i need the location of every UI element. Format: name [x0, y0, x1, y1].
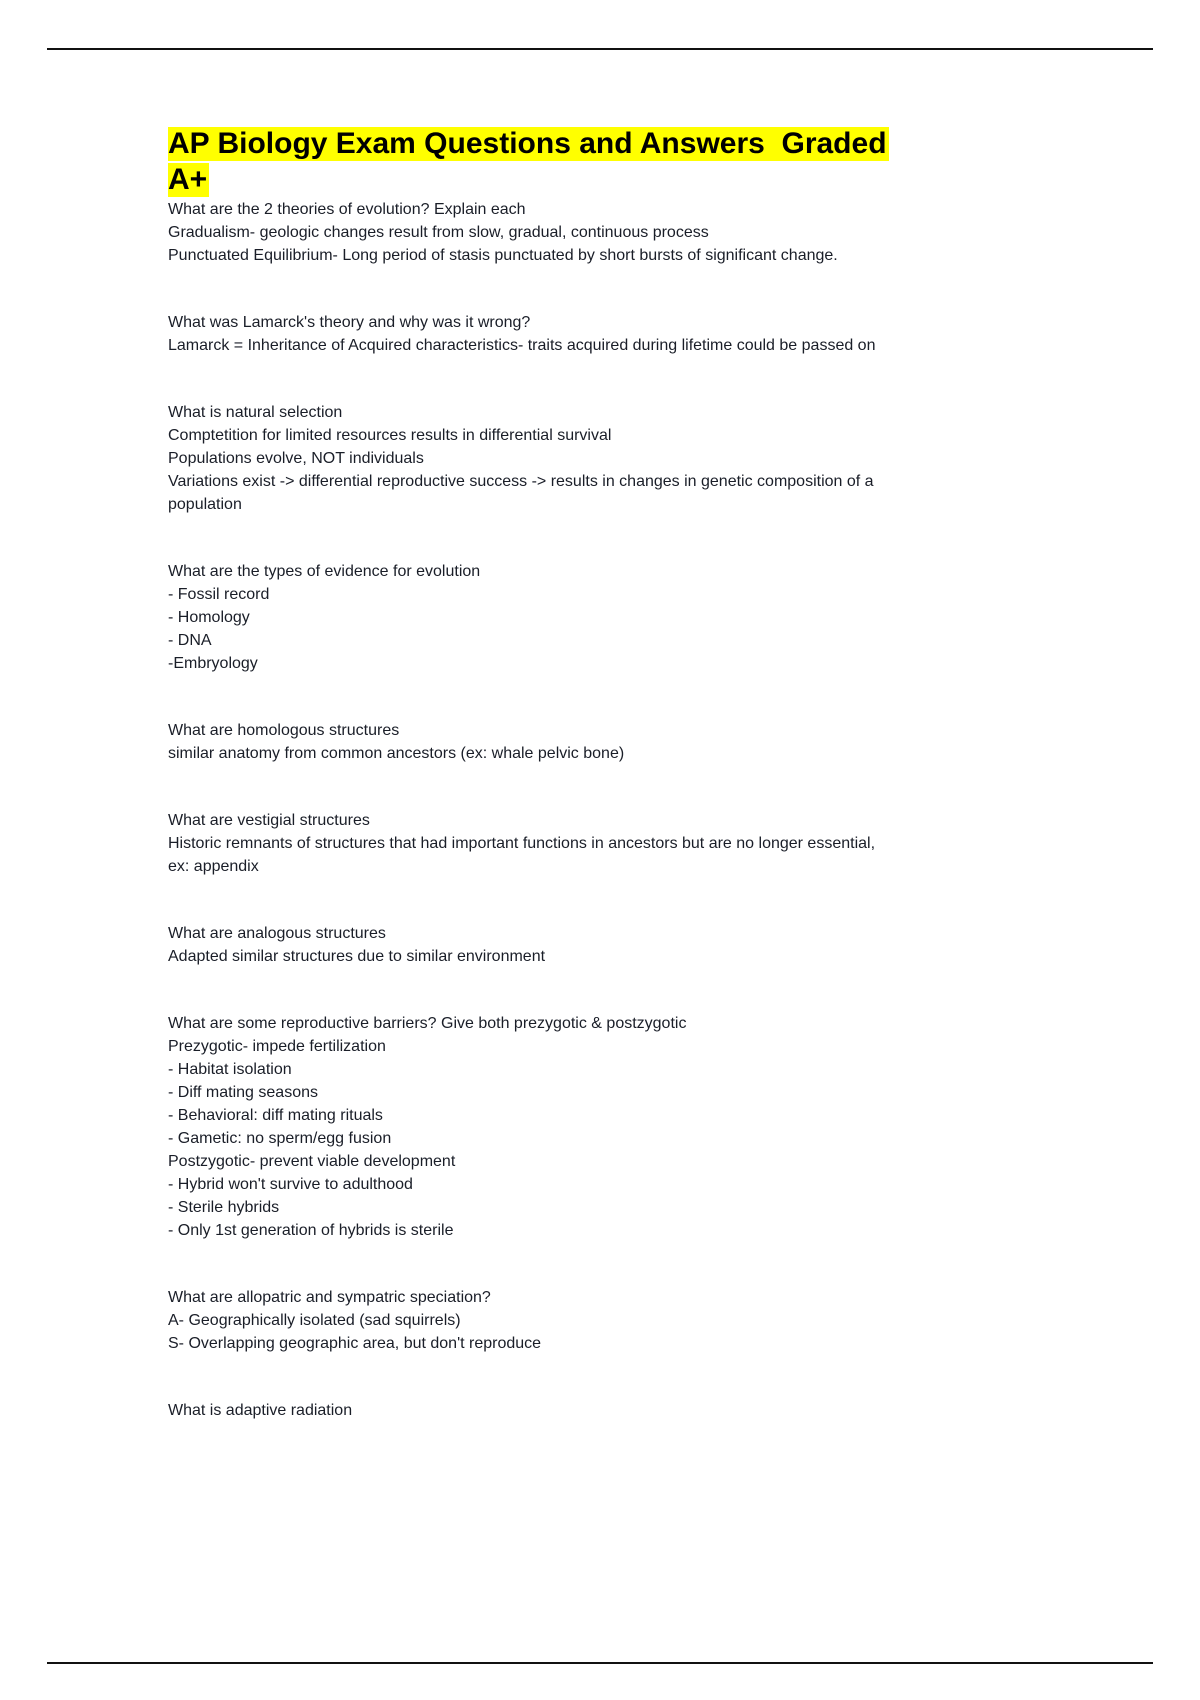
answer-line: Populations evolve, NOT individuals — [168, 450, 424, 467]
answer-line: Gradualism- geologic changes result from slow, gradual, continuous process — [168, 224, 709, 241]
question-text: What is natural selection — [168, 404, 343, 421]
title-highlight-line2: A+ — [168, 163, 208, 196]
answer-line: - Hybrid won't survive to adulthood — [168, 1176, 413, 1193]
answer-line: - Gametic: no sperm/egg fusion — [168, 1130, 392, 1147]
question-text: What are analogous structures — [168, 925, 386, 942]
answer-line: - Sterile hybrids — [168, 1199, 280, 1216]
question-text: What is adaptive radiation — [168, 1402, 353, 1419]
answer-line: - Fossil record — [168, 586, 270, 603]
question-text: What are some reproductive barriers? Give both prezygotic & postzygotic — [168, 1015, 687, 1032]
answer-line: -Embryology — [168, 655, 258, 672]
qa-block — [168, 311, 1148, 357]
qa-list — [168, 198, 1148, 1422]
qa-block — [168, 1286, 1148, 1355]
qa-block — [168, 1399, 1148, 1422]
answer-line: - DNA — [168, 632, 212, 649]
answer-line: Lamarck = Inheritance of Acquired characteristics- traits acquired during lifetime could be passed on — [168, 337, 876, 354]
question-text: What are homologous structures — [168, 722, 400, 739]
answer-line: Postzygotic- prevent viable development — [168, 1153, 456, 1170]
answer-line: - Homology — [168, 609, 250, 626]
answer-line: Punctuated Equilibrium- Long period of stasis punctuated by short bursts of significant change. — [168, 247, 838, 264]
qa-block — [168, 922, 1148, 968]
answer-line: ex: appendix — [168, 858, 259, 875]
qa-block — [168, 198, 1148, 267]
answer-line: - Diff mating seasons — [168, 1084, 318, 1101]
qa-block — [168, 719, 1148, 765]
answer-line: Variations exist -> differential reproductive success -> results in changes in genetic composition of a — [168, 473, 874, 490]
document-title — [168, 126, 1148, 198]
answer-line: S- Overlapping geographic area, but don't reproduce — [168, 1335, 542, 1352]
document-content — [168, 126, 1148, 1466]
qa-block — [168, 1012, 1148, 1242]
answer-line: Comptetition for limited resources results in differential survival — [168, 427, 612, 444]
question-text: What are the types of evidence for evolution — [168, 563, 481, 580]
qa-block — [168, 560, 1148, 675]
question-text: What was Lamarck's theory and why was it wrong? — [168, 314, 531, 331]
answer-line: Adapted similar structures due to similar environment — [168, 948, 546, 965]
answer-line: A- Geographically isolated (sad squirrels) — [168, 1312, 461, 1329]
answer-line: similar anatomy from common ancestors (ex: whale pelvic bone) — [168, 745, 625, 762]
question-text: What are allopatric and sympatric speciation? — [168, 1289, 491, 1306]
question-text: What are vestigial structures — [168, 812, 370, 829]
answer-line: Prezygotic- impede fertilization — [168, 1038, 386, 1055]
top-rule — [47, 48, 1153, 50]
answer-line: - Behavioral: diff mating rituals — [168, 1107, 383, 1124]
qa-block — [168, 809, 1148, 878]
qa-block — [168, 401, 1148, 516]
title-highlight-line1: AP Biology Exam Questions and Answers Graded — [168, 127, 887, 160]
answer-line: population — [168, 496, 242, 513]
answer-line: - Only 1st generation of hybrids is sterile — [168, 1222, 454, 1239]
answer-line: Historic remnants of structures that had important functions in ancestors but are no longer essential, — [168, 835, 876, 852]
answer-line: - Habitat isolation — [168, 1061, 292, 1078]
bottom-rule — [47, 1662, 1153, 1664]
question-text: What are the 2 theories of evolution? Explain each — [168, 201, 526, 218]
